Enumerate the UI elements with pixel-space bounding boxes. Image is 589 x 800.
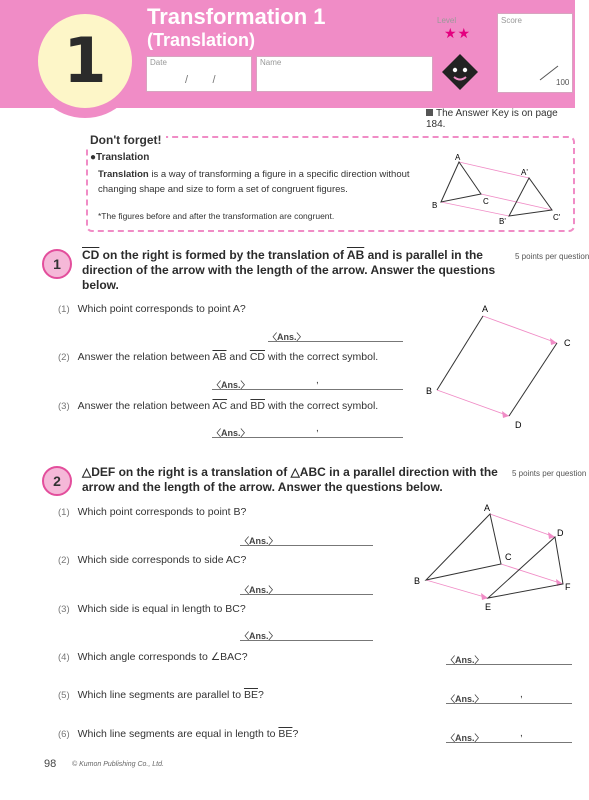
- worksheet-number: 1: [63, 24, 107, 97]
- q1-item-1: (1) Which point corresponds to point A?: [58, 303, 246, 315]
- page-subtitle: (Translation): [147, 30, 256, 50]
- q2-item-5: (5) Which line segments are parallel to $\overline{BE}$?: [58, 689, 264, 701]
- date-field[interactable]: [146, 56, 252, 92]
- svg-text:B: B: [432, 201, 438, 210]
- q2-answer-4[interactable]: 〈Ans.〉: [446, 650, 572, 665]
- q1-item-2: (2) Answer the relation between $\overline{AB}$ and $\overline{CD}$ with the correct symbol.: [58, 351, 379, 363]
- svg-text:A: A: [482, 304, 489, 314]
- q2-answer-2[interactable]: 〈Ans.〉: [240, 580, 373, 595]
- q2-item-2: (2) Which side corresponds to side AC?: [58, 554, 247, 566]
- q2-answer-6[interactable]: 〈Ans.〉 ,: [446, 728, 572, 743]
- question-2-prompt: △DEF on the right is a translation of △ABC in a parallel direction with the arrow and the length of the arrow. Answer the questions below.: [82, 465, 498, 494]
- question-1-points: 5 points per question: [515, 252, 589, 261]
- svg-text:C': C': [553, 213, 561, 222]
- answer-key-note: The Answer Key is on page 184.: [426, 108, 558, 130]
- question-1-figure: [420, 298, 575, 438]
- svg-text:B: B: [426, 386, 433, 396]
- question-2-points: 5 points per question: [512, 469, 587, 478]
- question-1-prompt: $\overline{CD}$ on the right is formed by the translation of $\overline{AB}$ and is parallel in the direction of the arrow with the length of the arrow. Answer the questions below.: [82, 248, 496, 292]
- svg-text:C: C: [564, 338, 571, 348]
- level-label: Level: [437, 16, 457, 25]
- score-box: [497, 13, 573, 93]
- svg-text:B: B: [414, 576, 421, 586]
- svg-text:B': B': [499, 217, 506, 226]
- question-2-figure: [410, 502, 575, 617]
- q1-answer-2[interactable]: 〈Ans.〉 ,: [212, 375, 403, 390]
- svg-text:E: E: [485, 602, 492, 612]
- copyright: © Kumon Publishing Co., Ltd.: [72, 761, 164, 768]
- translation-definition: Translation is a way of transforming a figure in a specific direction without changing shape and size to form a set of congruent figures.: [98, 169, 410, 195]
- q2-answer-3[interactable]: 〈Ans.〉: [240, 626, 373, 641]
- q2-answer-5[interactable]: 〈Ans.〉 ,: [446, 689, 572, 704]
- svg-text:F: F: [565, 582, 571, 592]
- q2-item-1: (1) Which point corresponds to point B?: [58, 506, 247, 518]
- score-max: 100: [556, 78, 570, 87]
- page-number: 98: [44, 758, 57, 770]
- q1-answer-1[interactable]: 〈Ans.〉: [268, 327, 403, 342]
- svg-text:C: C: [505, 552, 512, 562]
- svg-text:A: A: [455, 153, 461, 162]
- question-1-badge: 1: [42, 249, 72, 279]
- q2-item-3: (3) Which side is equal in length to BC?: [58, 603, 246, 615]
- page-title: Transformation 1: [147, 4, 326, 29]
- translation-example-figure: [425, 150, 570, 228]
- dont-forget-title: Don't forget!: [86, 133, 166, 147]
- svg-text:D: D: [557, 528, 564, 538]
- character-icon: [440, 52, 480, 97]
- q2-answer-1[interactable]: 〈Ans.〉: [240, 531, 373, 546]
- translation-note: *The figures before and after the transformation are congruent.: [98, 211, 335, 221]
- level-stars: ★★: [444, 25, 472, 41]
- date-slashes: / /: [185, 74, 216, 86]
- name-field[interactable]: [256, 56, 433, 92]
- translation-heading: ●Translation: [90, 152, 150, 163]
- q1-item-3: (3) Answer the relation between $\overline{AC}$ and $\overline{BD}$ with the correct symbol.: [58, 400, 379, 412]
- svg-text:D: D: [515, 420, 522, 430]
- score-label: Score: [501, 16, 522, 25]
- svg-text:A': A': [521, 168, 528, 177]
- svg-text:C: C: [483, 197, 489, 206]
- question-2-badge: 2: [42, 466, 72, 496]
- svg-text:A: A: [484, 503, 491, 513]
- date-label: Date: [150, 58, 167, 67]
- number-badge: [38, 14, 132, 108]
- q1-answer-3[interactable]: 〈Ans.〉 ,: [212, 423, 403, 438]
- q2-item-4: (4) Which angle corresponds to ∠BAC?: [58, 651, 248, 663]
- name-label: Name: [260, 58, 282, 67]
- q2-item-6: (6) Which line segments are equal in length to $\overline{BE}$?: [58, 728, 299, 740]
